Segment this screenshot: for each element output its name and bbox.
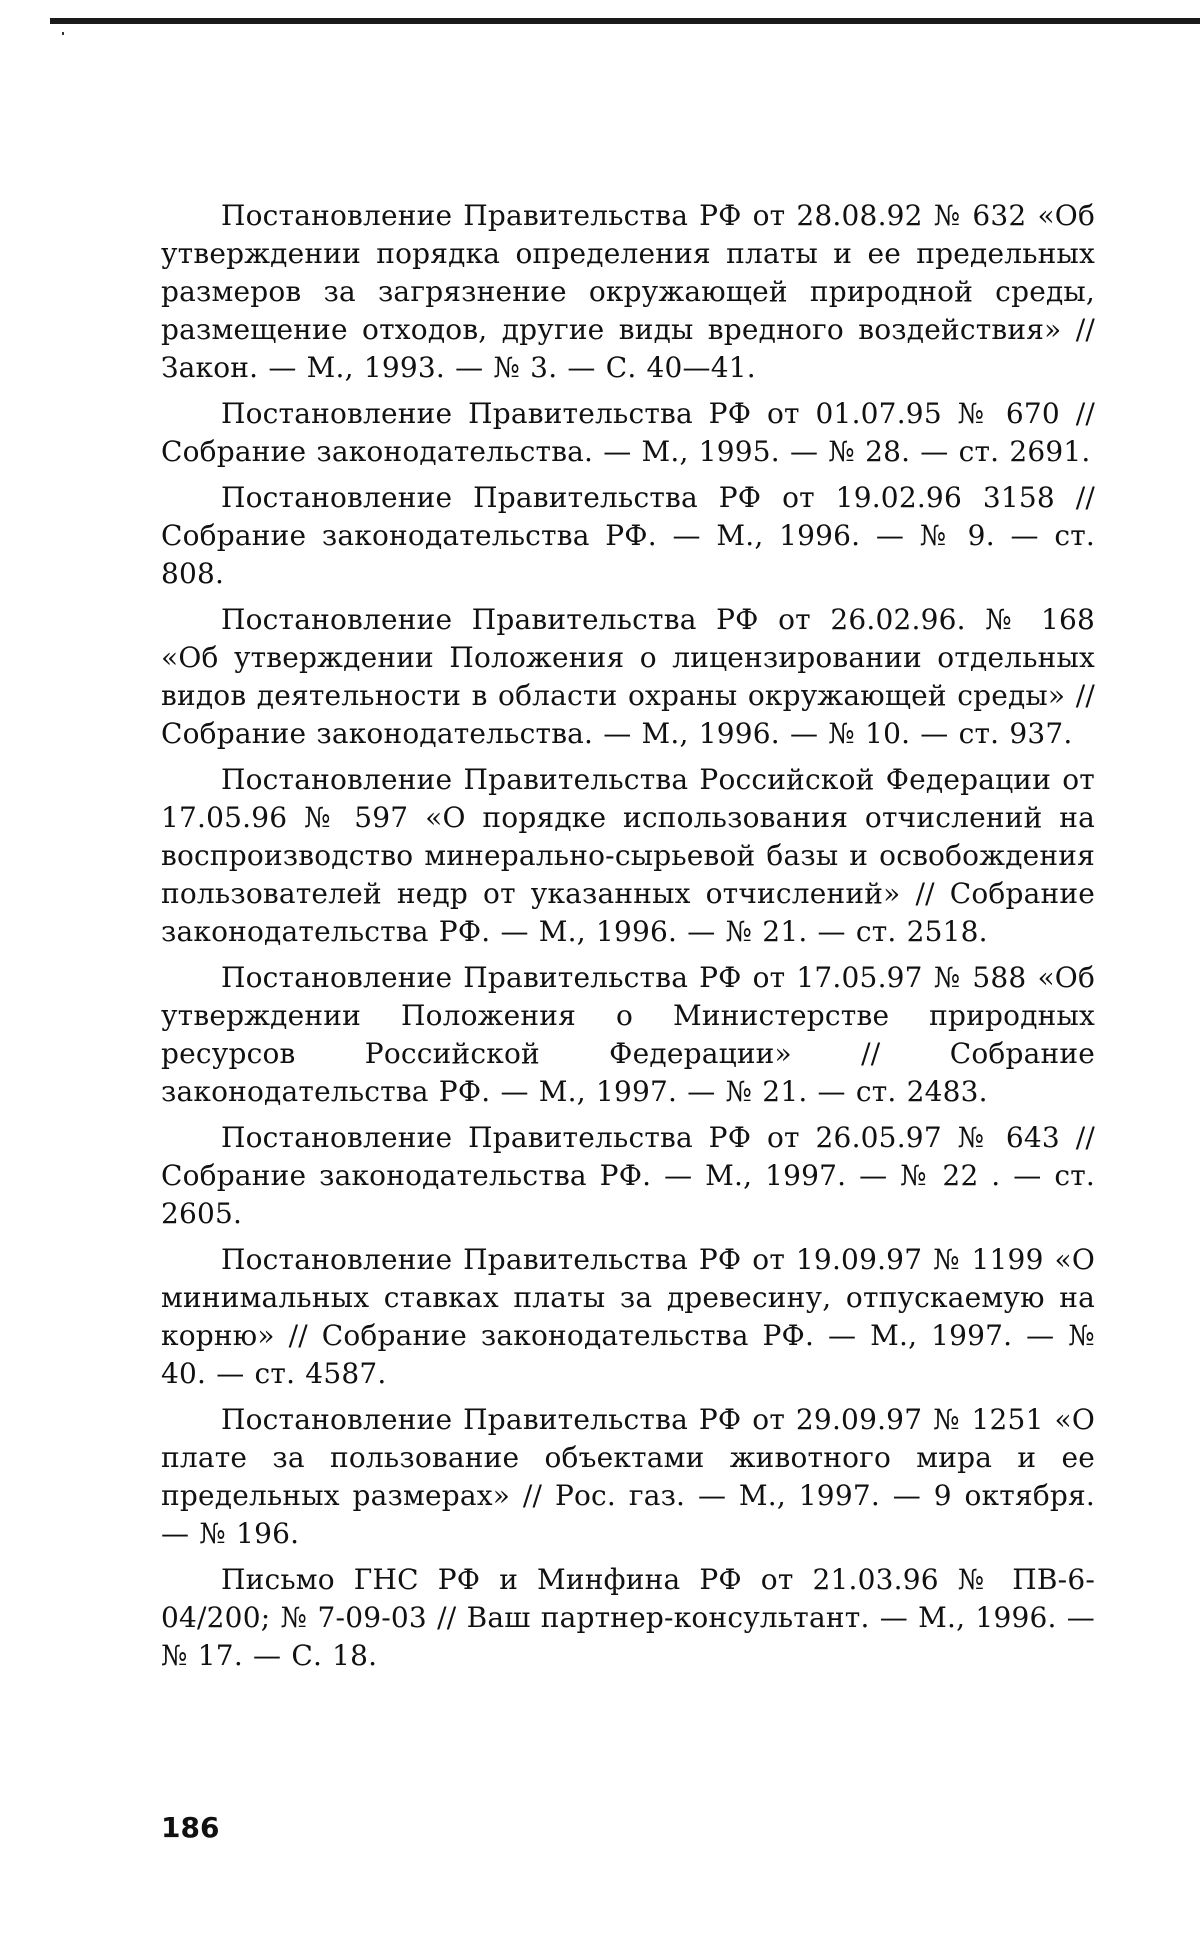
bibliography-entry: Постановление Правительства РФ от 28.08.92 № 632 «Об утверждении порядка определения платы и ее предельных размеров за загрязнение окружающей природной среды, размещение отходов, другие виды вредного воздействия» // Закон. — М., 1993. — № 3. — С. 40—41. [161,199,1095,384]
bibliography-entry: Постановление Правительства РФ от 19.09.97 № 1199 «О минимальных ставках платы за древесину, отпускаемую на корню» // Собрание законодательства РФ. — М., 1997. — № 40. — ст. 4587. [161,1243,1095,1390]
top-rule [50,18,1200,24]
rule-mark [62,32,64,35]
bibliography-entry: Письмо ГНС РФ и Минфина РФ от 21.03.96 № ПВ-6-04/200; № 7-09-03 // Ваш партнер-консультант. — М., 1996. — № 17. — С. 18. [161,1563,1095,1672]
bibliography-entry: Постановление Правительства РФ от 26.02.96. № 168 «Об утверждении Положения о лицензировании отдельных видов деятельности в области охраны окружающей среды» // Собрание законодательства. — М., 1996. — № 10. — ст. 937. [161,603,1095,750]
bibliography-entry: Постановление Правительства РФ от 01.07.95 № 670 // Собрание законодательства. — М., 1995. — № 28. — ст. 2691. [161,397,1095,468]
bibliography-entry: Постановление Правительства Российской Федерации от 17.05.96 № 597 «О порядке использования отчислений на воспроизводство минерально-сырьевой базы и освобождения пользователей недр от указанных отчислений» // Собрание законодательства РФ. — М., 1996. — № 21. — ст. 2518. [161,763,1095,948]
bibliography-entry: Постановление Правительства РФ от 26.05.97 № 643 // Собрание законодательства РФ. — М., 1997. — № 22 . — ст. 2605. [161,1121,1095,1230]
bibliography-list [161,197,1095,1683]
bibliography-entry: Постановление Правительства РФ от 29.09.97 № 1251 «О плате за пользование объектами животного мира и ее предельных размерах» // Рос. газ. — М., 1997. — 9 октября. — № 196. [161,1403,1095,1550]
page-number: 186 [161,1811,220,1844]
bibliography-entry: Постановление Правительства РФ от 19.02.96 3158 // Собрание законодательства РФ. — М., 1996. — № 9. — ст. 808. [161,481,1095,590]
bibliography-entry: Постановление Правительства РФ от 17.05.97 № 588 «Об утверждении Положения о Министерстве природных ресурсов Российской Федерации» // Собрание законодательства РФ. — М., 1997. — № 21. — ст. 2483. [161,961,1095,1108]
